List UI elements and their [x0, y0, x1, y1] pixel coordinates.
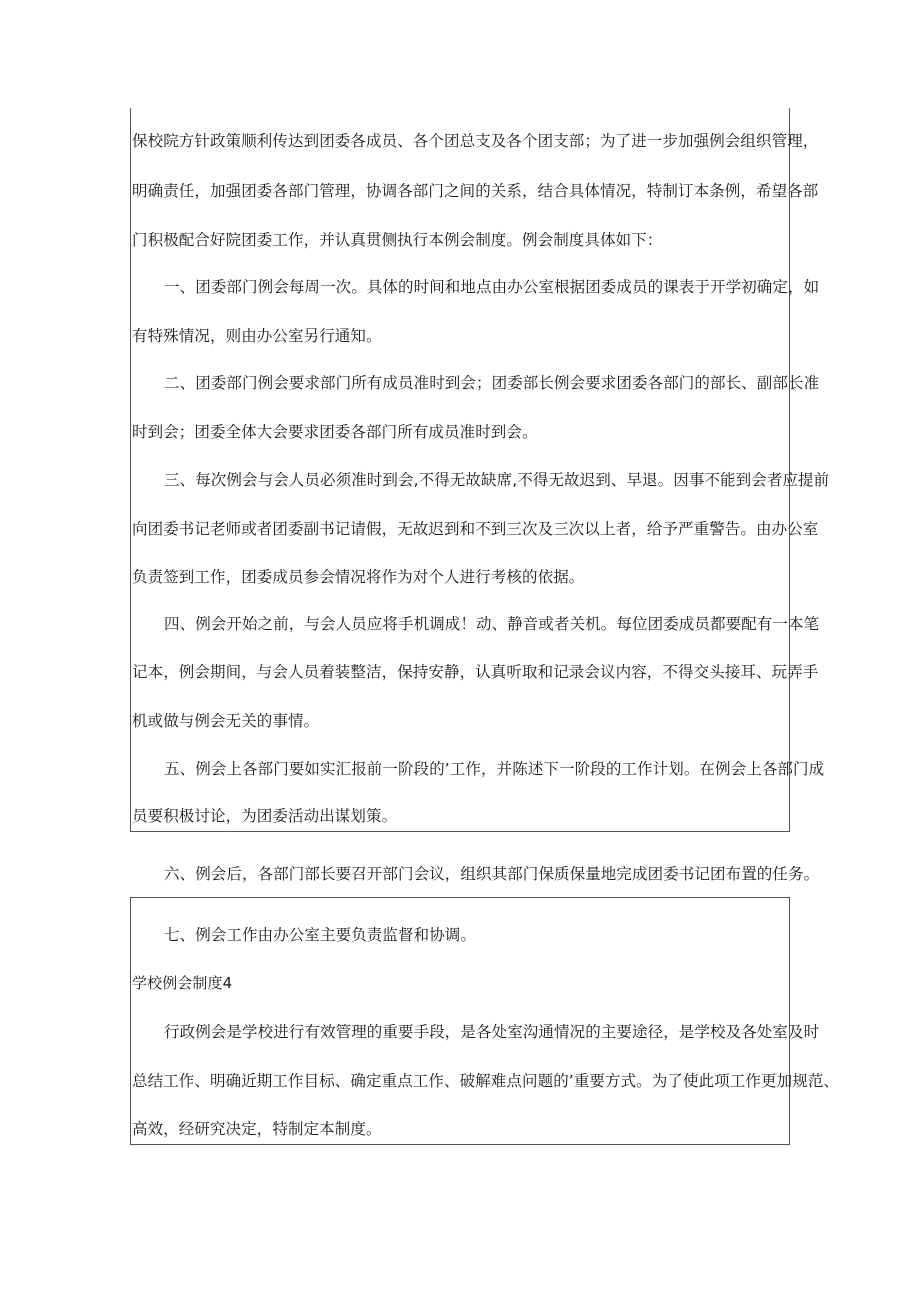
paragraph-line: 五、例会上各部门要如实汇报前一阶段的’工作，并陈述下一阶段的工作计划。在例会上各部门成: [164, 760, 825, 778]
paragraph-line: 员要积极讨论，为团委活动出谋划策。: [132, 807, 398, 825]
paragraph-line: 二、团委部门例会要求部门所有成员准时到会；团委部长例会要求团委各部门的部长、副部长准: [164, 374, 820, 392]
paragraph-line: 保校院方针政策顺利传达到团委各成员、各个团总支及各个团支部；为了进一步加强例会组织管理，: [132, 132, 819, 150]
paragraph-line: 行政例会是学校进行有效管理的重要手段，是各处室沟通情况的主要途径，是学校及各处室及时: [164, 1023, 820, 1041]
paragraph-line: 六、例会后，各部门部长要召开部门会议，组织其部门保质保量地完成团委书记团布置的任务。: [164, 865, 820, 883]
paragraph-line: 门积极配合好院团委工作，并认真贯侧执行本例会制度。例会制度具体如下：: [132, 231, 663, 249]
paragraph-line: 明确责任，加强团委各部门管理，协调各部门之间的关系，结合具体情况，特制订本条例，希望各部: [132, 182, 819, 200]
paragraph-line: 机或做与例会无关的事情。: [132, 712, 320, 730]
section-heading: 学校例会制度4: [132, 974, 233, 992]
paragraph-line: 向团委书记老师或者团委副书记请假，无故迟到和不到三次及三次以上者，给予严重警告。由办公室: [132, 520, 819, 538]
paragraph-line: 负责签到工作，团委成员参会情况将作为对个人进行考核的依据。: [132, 568, 585, 586]
paragraph-line: 七、例会工作由办公室主要负责监督和协调。: [164, 926, 477, 944]
paragraph-line: 时到会；团委全体大会要求团委各部门所有成员准时到会。: [132, 423, 538, 441]
paragraph-line: 四、例会开始之前，与会人员应将手机调成！动、静音或者关机。每位团委成员都要配有一本笔: [164, 615, 820, 633]
paragraph-line: 高效，经研究决定，特制定本制度。: [132, 1120, 382, 1138]
paragraph-line: 总结工作、明确近期工作目标、确定重点工作、破解难点问题的’重要方式。为了使此项工作更加规范、: [132, 1072, 840, 1090]
paragraph-line: 三、每次例会与会人员必须准时到会,不得无故缺席,不得无故迟到、早退。因事不能到会者应提前: [164, 471, 830, 489]
paragraph-line: 有特殊情况，则由办公室另行通知。: [132, 327, 382, 345]
paragraph-line: 一、团委部门例会每周一次。具体的时间和地点由办公室根据团委成员的课表于开学初确定，如: [164, 278, 820, 296]
paragraph-line: 记本，例会期间，与会人员着装整洁，保持安静，认真听取和记录会议内容，不得交头接耳、玩弄手: [132, 663, 819, 681]
